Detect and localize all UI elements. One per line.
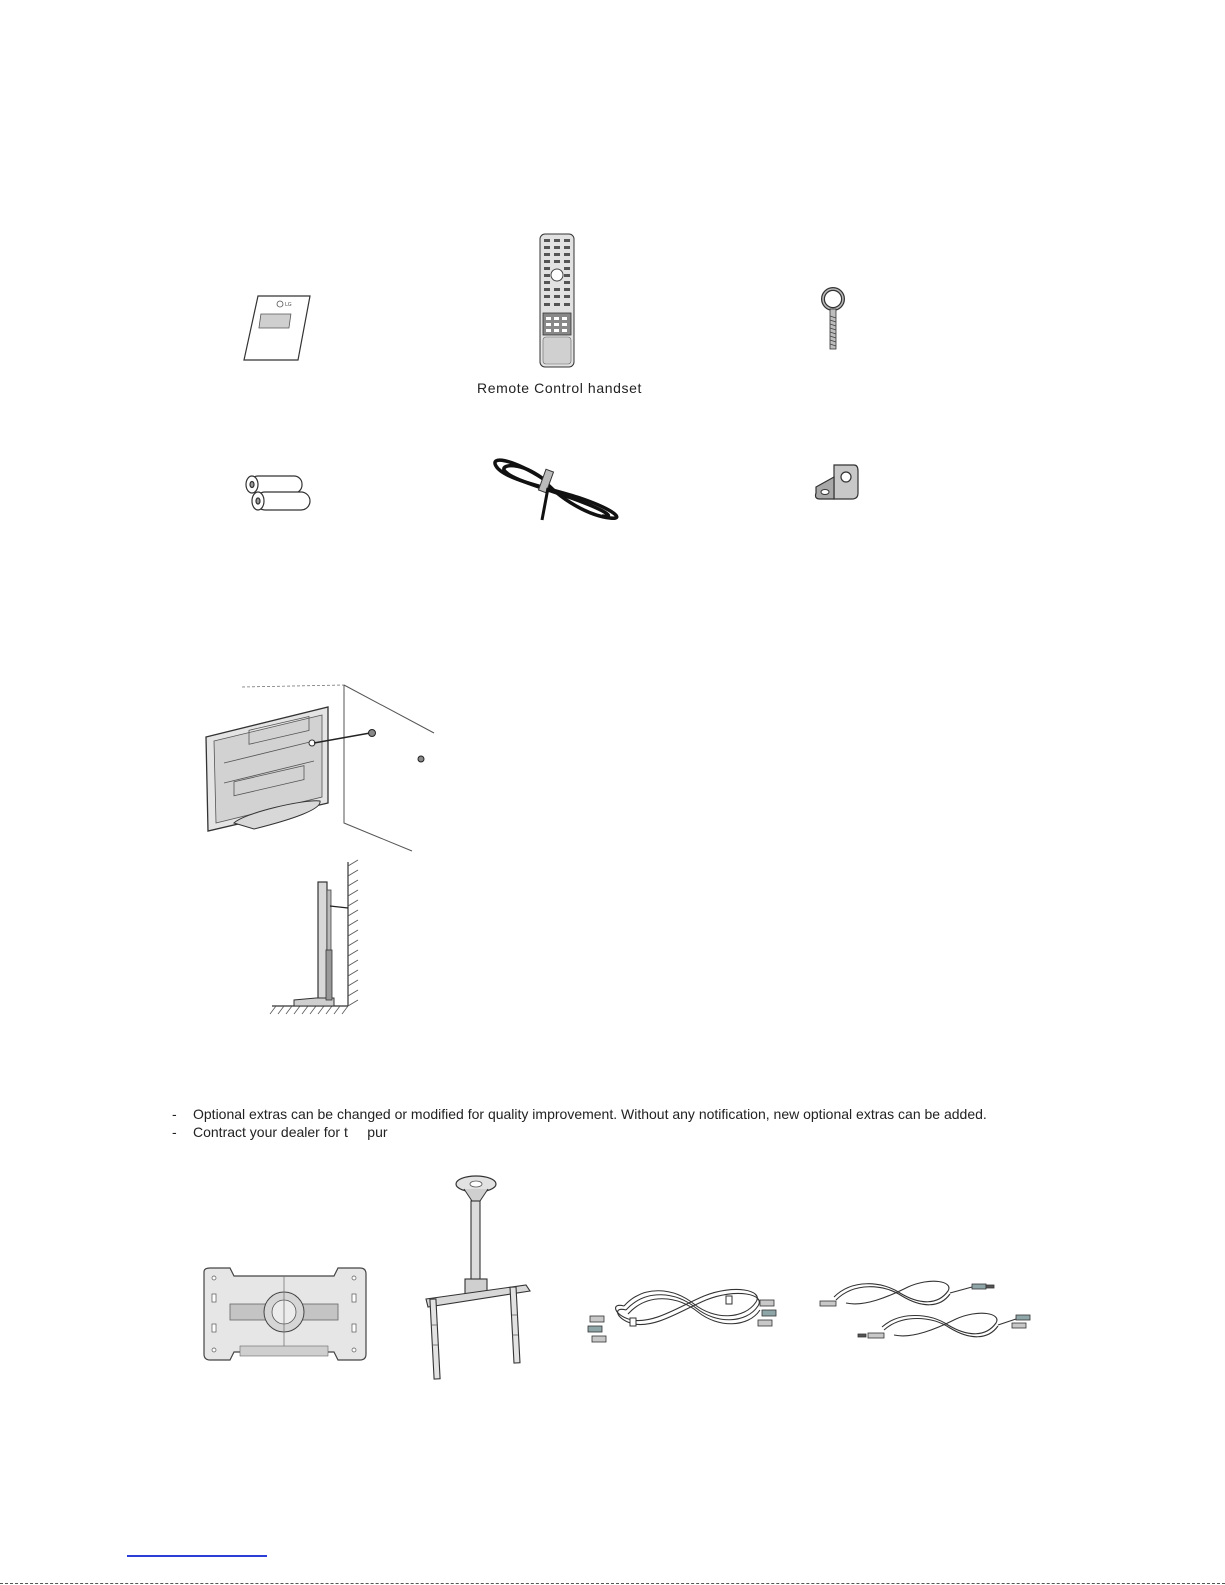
batteries-illustration [242,472,314,514]
wall-mount-side-view-illustration [268,860,368,1018]
note-dash: - [172,1124,177,1140]
ceiling-mount-bracket-illustration [420,1175,535,1383]
footer-dashed-rule [0,1583,1225,1584]
optional-extras-notes [172,1105,1032,1141]
wall-bracket-illustration [812,463,860,503]
note-text: Optional extras can be changed or modified for quality improvement. Without any notification, new optional extras can be added. [193,1106,987,1122]
footer-link-underline [127,1555,267,1557]
eye-bolt-illustration [818,286,848,352]
remote-control-caption: Remote Control handset [477,380,642,396]
audio-video-cables-illustration [812,1275,1032,1351]
owners-manual-illustration [240,292,312,364]
note-text: Contract your dealer for t pur [193,1124,388,1140]
component-video-cable-illustration [584,1280,780,1346]
note-item [172,1123,1032,1141]
wall-mount-perspective-illustration [194,683,439,853]
note-item [172,1105,1032,1123]
note-dash: - [172,1106,177,1122]
svg-text:LG: LG [285,302,292,308]
wall-mounting-plate-illustration [200,1266,368,1362]
remote-control-illustration [538,233,576,368]
power-cord-illustration [490,448,625,523]
